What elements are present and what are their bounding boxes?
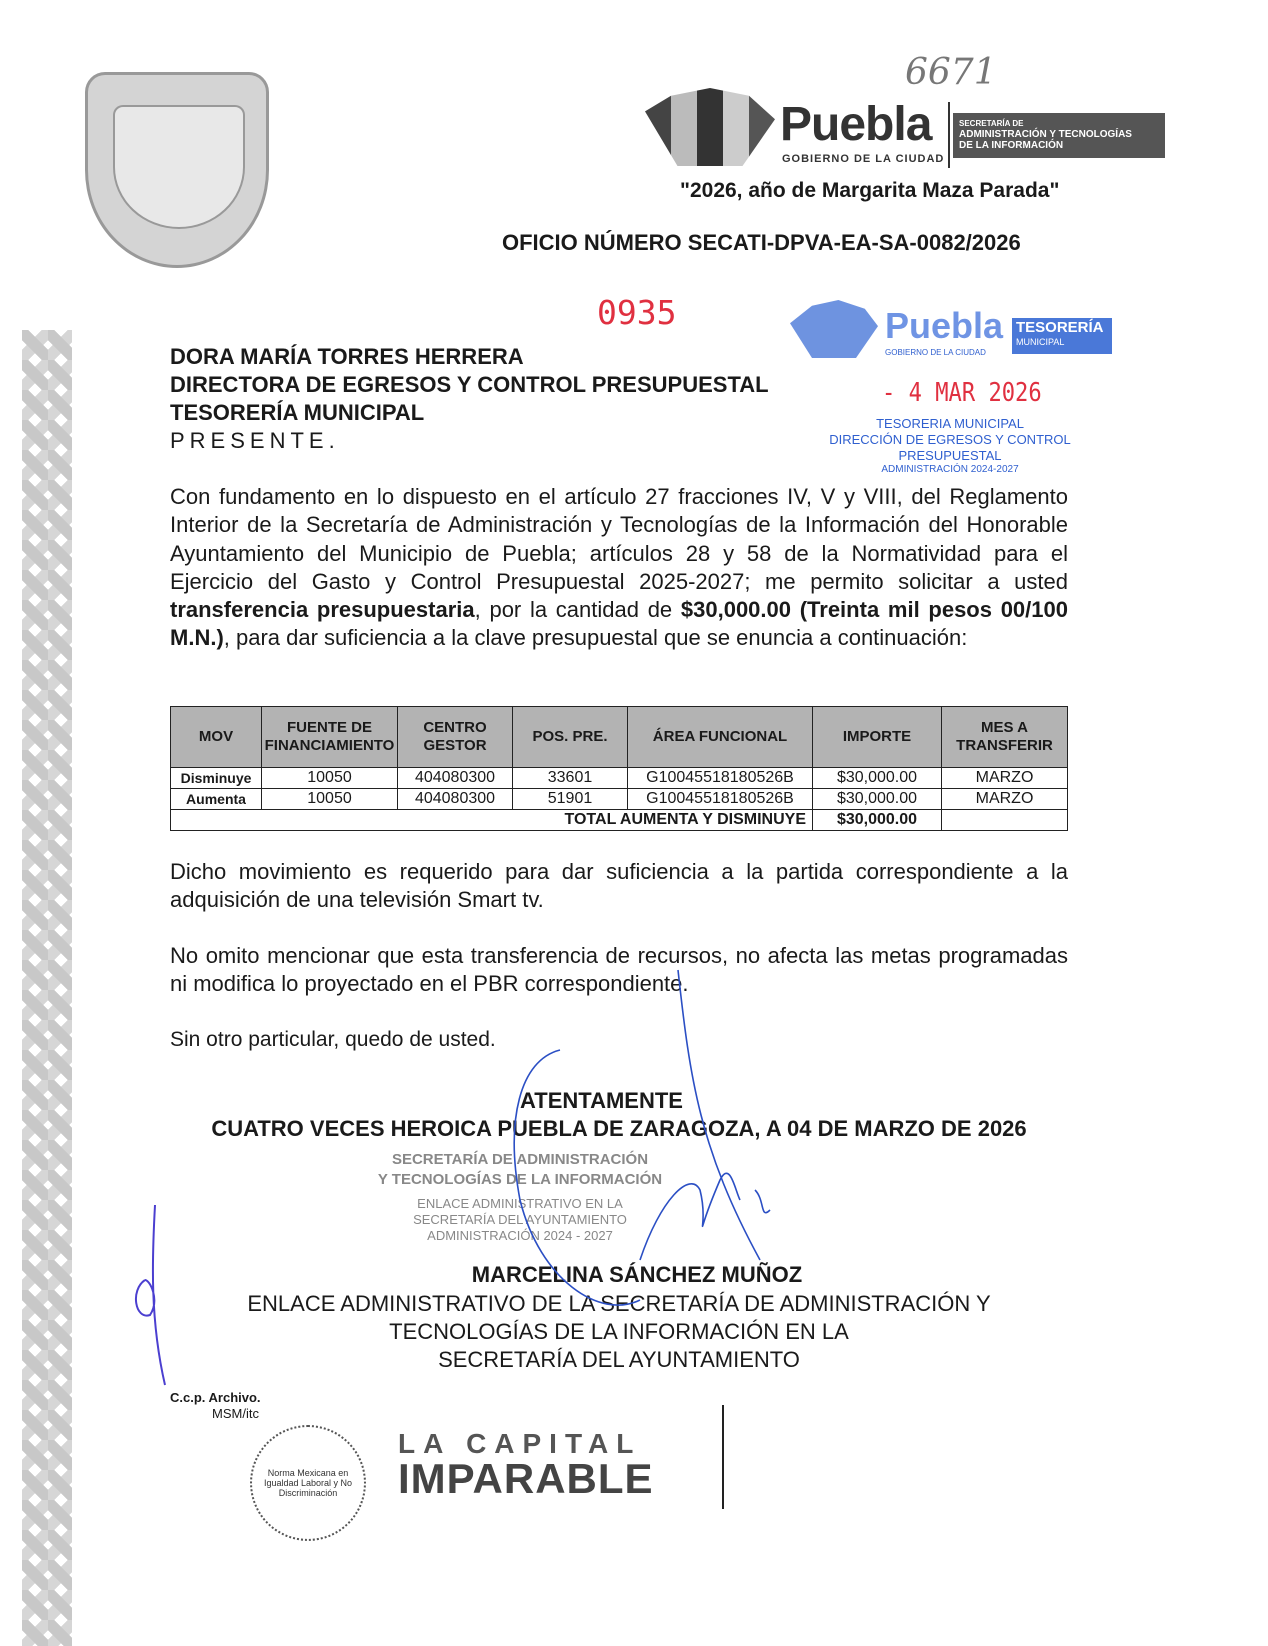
- stamp-line: TESORERIA MUNICIPAL: [876, 416, 1024, 431]
- secretaria-logo-box: [953, 113, 1165, 158]
- stamp-logo-sub: GOBIERNO DE LA CIUDAD: [885, 348, 986, 357]
- official-seal: [350, 1150, 690, 1244]
- table-row: [171, 768, 1068, 789]
- total-value: $30,000.00: [813, 810, 942, 831]
- ccp-archivo: C.c.p. Archivo.: [170, 1390, 261, 1405]
- col-header: IMPORTE: [813, 707, 942, 768]
- cell: 33601: [513, 768, 628, 789]
- seal-line: ADMINISTRACIÓN 2024 - 2027: [427, 1228, 613, 1243]
- stamp-line: ADMINISTRACIÓN 2024-2027: [881, 464, 1019, 475]
- atentamente: [0, 1088, 1268, 1114]
- city-coat-of-arms: [85, 72, 269, 268]
- body-paragraph-2: Dicho movimiento es requerido para dar suficiencia a la partida correspondiente a la adquisición de una televisión Smart tv.: [170, 859, 1068, 913]
- norma-igualdad-seal: [250, 1425, 366, 1541]
- logo-box-line: SECRETARÍA DE: [959, 119, 1024, 128]
- atentamente-text: ATENTAMENTE: [520, 1088, 683, 1113]
- cell: 404080300: [398, 768, 513, 789]
- col-header: ÁREA FUNCIONAL: [628, 707, 813, 768]
- bold-text: transferencia presupuestaria: [170, 597, 475, 623]
- cell: MARZO: [942, 768, 1068, 789]
- col-header: MOV: [171, 707, 262, 768]
- col-header: POS. PRE.: [513, 707, 628, 768]
- oficio-number: OFICIO NÚMERO SECATI-DPVA-EA-SA-0082/2026: [502, 230, 1021, 255]
- stamp-logo-word: Puebla: [885, 305, 1004, 346]
- city-date: CUATRO VECES HEROICA PUEBLA DE ZARAGOZA, A 04 DE MARZO DE 2026: [211, 1116, 1027, 1141]
- table-total-row: [171, 810, 1068, 831]
- tesoreria-stamp: [790, 296, 1115, 362]
- received-stamp: [815, 416, 1085, 476]
- table-row: [171, 789, 1068, 810]
- seal-line: SECRETARÍA DE ADMINISTRACIÓN: [391, 1151, 649, 1168]
- cell: $30,000.00: [813, 789, 942, 810]
- puebla-logo-sub: GOBIERNO DE LA CIUDAD: [782, 153, 945, 165]
- table-header-row: [171, 707, 1068, 768]
- norma-text: Norma Mexicana en Igualdad Laboral y No Discriminación: [263, 1468, 353, 1498]
- handwritten-number: 6671: [905, 52, 997, 93]
- title-line: TECNOLOGÍAS DE LA INFORMACIÓN EN LA: [389, 1319, 849, 1344]
- cell: G10045518180526B: [628, 768, 813, 789]
- bold-amount: $30,000.00 (Treinta mil pesos 00/100 M.N.): [170, 597, 1068, 651]
- text: , por la cantidad de: [474, 597, 681, 623]
- body-paragraph-3: No omito mencionar que esta transferencia de recursos, no afecta las metas programadas ni modifica lo proyectado en el PBR correspondiente.: [170, 943, 1068, 997]
- stamp-logo-box: [1012, 318, 1112, 354]
- closing-line: Sin otro particular, quedo de usted.: [170, 1028, 496, 1051]
- logo-box-line: DE LA INFORMACIÓN: [959, 140, 1064, 151]
- signer-title: [170, 1290, 1068, 1374]
- col-header: FUENTE DE FINANCIAMIENTO: [262, 707, 398, 768]
- stamp-box-title: TESORERÍA: [1016, 319, 1104, 336]
- signer-name-text: MARCELINA SÁNCHEZ MUÑOZ: [471, 1262, 803, 1287]
- folio-stamp: 0935: [597, 293, 677, 332]
- logo-box-line: ADMINISTRACIÓN Y TECNOLOGÍAS: [959, 129, 1132, 140]
- cell: 10050: [262, 789, 398, 810]
- received-date-stamp: - 4 MAR 2026: [882, 378, 1042, 408]
- slogan-line: LA CAPITAL: [398, 1428, 642, 1459]
- stamp-box-sub: MUNICIPAL: [1016, 337, 1065, 347]
- cell: Disminuye: [171, 768, 262, 789]
- seal-line: Y TECNOLOGÍAS DE LA INFORMACIÓN: [377, 1171, 663, 1188]
- title-line: SECRETARÍA DEL AYUNTAMIENTO: [438, 1347, 800, 1372]
- year-motto: "2026, año de Margarita Maza Parada": [680, 179, 1060, 202]
- initials: MSM/itc: [212, 1406, 259, 1421]
- cell: 51901: [513, 789, 628, 810]
- puebla-logo-word: Puebla: [780, 98, 932, 151]
- text: , para dar suficiencia a la clave presupuestal que se enuncia a continuación:: [223, 625, 968, 651]
- budget-transfer-table: [170, 706, 1068, 831]
- cell: 10050: [262, 768, 398, 789]
- recipient-position: DIRECTORA DE EGRESOS Y CONTROL PRESUPUESTAL: [170, 372, 769, 397]
- salutation: PRESENTE.: [170, 428, 340, 453]
- title-line: ENLACE ADMINISTRATIVO DE LA SECRETARÍA DE ADMINISTRACIÓN Y: [247, 1291, 991, 1316]
- cell-empty: [942, 810, 1068, 831]
- recipient-office: TESORERÍA MUNICIPAL: [170, 400, 425, 425]
- col-header: MES A TRANSFERIR: [942, 707, 1068, 768]
- decorative-border: [22, 330, 72, 1646]
- body-paragraph-1: [170, 483, 1068, 653]
- slogan-line: IMPARABLE: [398, 1455, 654, 1502]
- cell: G10045518180526B: [628, 789, 813, 810]
- stamp-line: DIRECCIÓN DE EGRESOS Y CONTROL: [829, 432, 1071, 447]
- stamp-line: PRESUPUESTAL: [898, 448, 1002, 463]
- recipient-name: DORA MARÍA TORRES HERRERA: [170, 344, 524, 369]
- puebla-logo-icon: [790, 300, 878, 358]
- seal-line: SECRETARÍA DEL AYUNTAMIENTO: [413, 1212, 627, 1227]
- footer-divider: [722, 1405, 724, 1509]
- cell: MARZO: [942, 789, 1068, 810]
- puebla-logo-icon: [645, 88, 775, 166]
- la-capital-imparable-logo: [398, 1428, 654, 1502]
- text: Con fundamento en lo dispuesto en el artículo 27 fracciones IV, V y VIII, del Reglamento Interior de la Secretaría de Administración y Tecnologías de la Información del Honorable Ayuntamiento del Municipio de Puebla; artículos 28 y 58 de la Normatividad para el Ejercicio del Gasto y Control Presupuestal 2025-2027; me permito solicitar a usted: [170, 484, 1068, 594]
- signer-name: [170, 1262, 1068, 1288]
- total-label: TOTAL AUMENTA Y DISMINUYE: [171, 810, 813, 831]
- cell: 404080300: [398, 789, 513, 810]
- col-header: CENTRO GESTOR: [398, 707, 513, 768]
- cell: Aumenta: [171, 789, 262, 810]
- recipient-block: [170, 343, 769, 427]
- seal-line: ENLACE ADMINISTRATIVO EN LA: [417, 1196, 623, 1211]
- cell: $30,000.00: [813, 768, 942, 789]
- logo-divider: [948, 102, 950, 168]
